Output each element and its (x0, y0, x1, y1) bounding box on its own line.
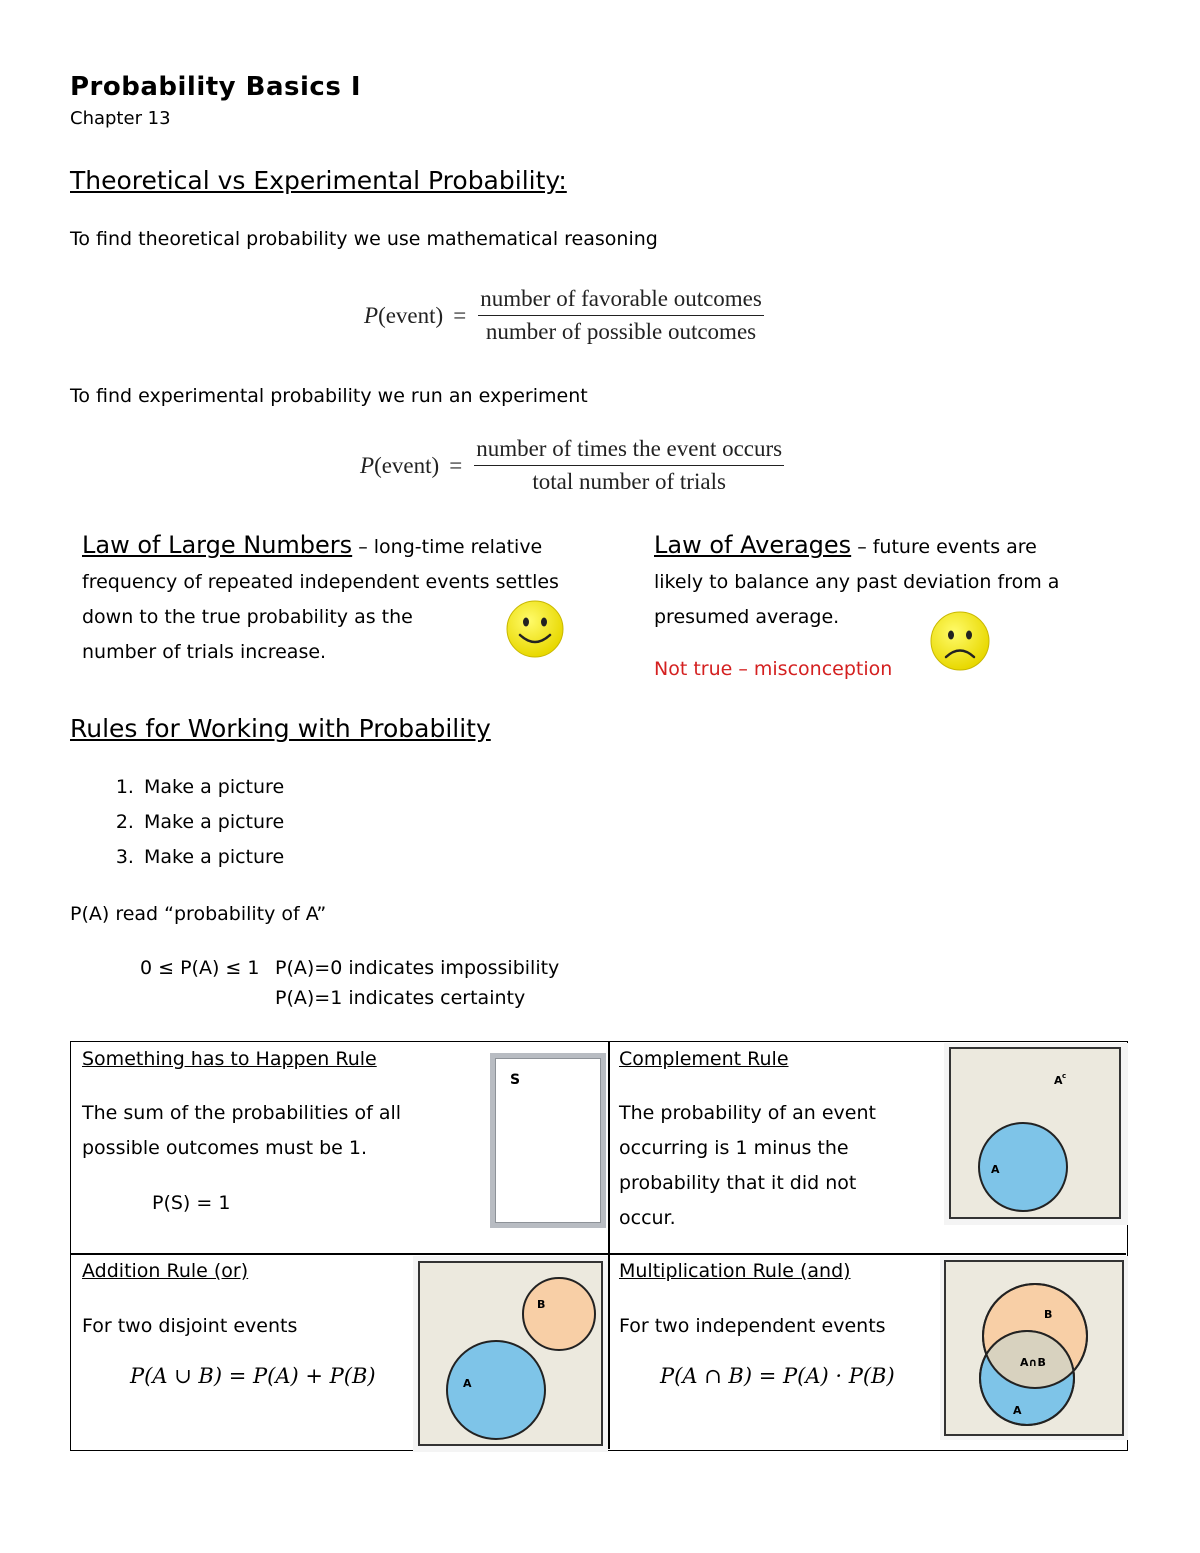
multiplication-label-ab: A∩B (1020, 1356, 1046, 1369)
multiplication-rule-formula: P(A ∩ B) = P(A) · P(B) (660, 1364, 895, 1388)
addition-label-a: A (463, 1377, 472, 1390)
complement-label-ac-sup: c (1062, 1072, 1067, 1080)
law-averages-line3: presumed average. (654, 606, 840, 628)
complement-rule-line1: The probability of an event (619, 1102, 876, 1124)
misconception-note: Not true – misconception (654, 658, 893, 680)
rules-heading: Rules for Working with Probability (70, 714, 491, 743)
experimental-formula (360, 436, 784, 495)
formula-lhs: P(event) (364, 302, 444, 328)
sample-space-label: S (510, 1072, 521, 1088)
addition-rule-text: For two disjoint events (82, 1315, 298, 1337)
addition-circle-b (523, 1278, 595, 1350)
sample-space-diagram (490, 1053, 606, 1228)
table-divider-vertical (608, 1042, 610, 1449)
list-item: 1. Make a picture (140, 770, 284, 805)
law-large-numbers-line4: number of trials increase. (82, 641, 327, 663)
law-averages-line1: – future events are (851, 536, 1037, 558)
formula-numerator: number of times the event occurs (474, 436, 784, 466)
law-large-numbers-heading: Law of Large Numbers (82, 531, 353, 559)
multiplication-rule-title: Multiplication Rule (and) (619, 1260, 851, 1282)
formula-lhs: P(event) (360, 452, 440, 478)
something-rule-formula: P(S) = 1 (152, 1192, 231, 1214)
formula-equals: = (453, 302, 467, 328)
addition-rule-formula: P(A ∪ B) = P(A) + P(B) (130, 1364, 376, 1388)
probability-range: 0 ≤ P(A) ≤ 1 (140, 957, 260, 979)
experimental-text: To find experimental probability we run an experiment (70, 385, 588, 407)
formula-denominator: total number of trials (532, 469, 726, 494)
certainty-text: P(A)=1 indicates certainty (275, 987, 526, 1009)
addition-venn-diagram (413, 1256, 608, 1452)
law-large-numbers-line2: frequency of repeated independent events settles (82, 571, 559, 593)
complement-label-a: A (991, 1163, 1000, 1176)
page-title: Probability Basics I (70, 72, 362, 102)
complement-venn-diagram (944, 1043, 1128, 1225)
multiplication-venn-diagram (940, 1256, 1128, 1440)
formula-numerator: number of favorable outcomes (478, 286, 764, 316)
complement-label-ac: A (1054, 1074, 1063, 1087)
multiplication-rule-text: For two independent events (619, 1315, 886, 1337)
complement-rule-line2: occurring is 1 minus the (619, 1137, 849, 1159)
something-rule-line2: possible outcomes must be 1. (82, 1137, 368, 1159)
smiley-face-icon (505, 599, 565, 659)
formula-equals: = (449, 452, 463, 478)
law-large-numbers-line1: – long-time relative (352, 536, 543, 558)
rules-list (98, 770, 284, 875)
law-averages-line2: likely to balance any past deviation from a (654, 571, 1060, 593)
addition-rule-title: Addition Rule (or) (82, 1260, 249, 1282)
addition-label-b: B (537, 1298, 546, 1311)
chapter-label: Chapter 13 (70, 108, 171, 129)
something-rule-title: Something has to Happen Rule (82, 1048, 377, 1070)
complement-rule-line4: occur. (619, 1207, 676, 1229)
list-item: 2. Make a picture (140, 805, 284, 840)
complement-rule-line3: probability that it did not (619, 1172, 857, 1194)
read-notation-text: P(A) read “probability of A” (70, 903, 327, 925)
addition-circle-a (447, 1341, 545, 1439)
complement-rule-title: Complement Rule (619, 1048, 789, 1070)
theoretical-text: To find theoretical probability we use mathematical reasoning (70, 228, 658, 250)
table-divider-horizontal (71, 1253, 1126, 1255)
theoretical-formula (364, 286, 764, 345)
formula-denominator: number of possible outcomes (485, 319, 757, 344)
impossibility-text: P(A)=0 indicates impossibility (275, 957, 560, 979)
law-averages (654, 528, 1124, 687)
something-rule-line1: The sum of the probabilities of all (82, 1102, 402, 1124)
list-item: 3. Make a picture (140, 840, 284, 875)
multiplication-label-a: A (1013, 1404, 1022, 1417)
law-large-numbers-line3: down to the true probability as the (82, 606, 413, 628)
sad-face-icon (929, 610, 991, 672)
law-averages-heading: Law of Averages (654, 531, 852, 559)
theory-heading: Theoretical vs Experimental Probability: (70, 166, 567, 195)
multiplication-label-b: B (1044, 1308, 1053, 1321)
